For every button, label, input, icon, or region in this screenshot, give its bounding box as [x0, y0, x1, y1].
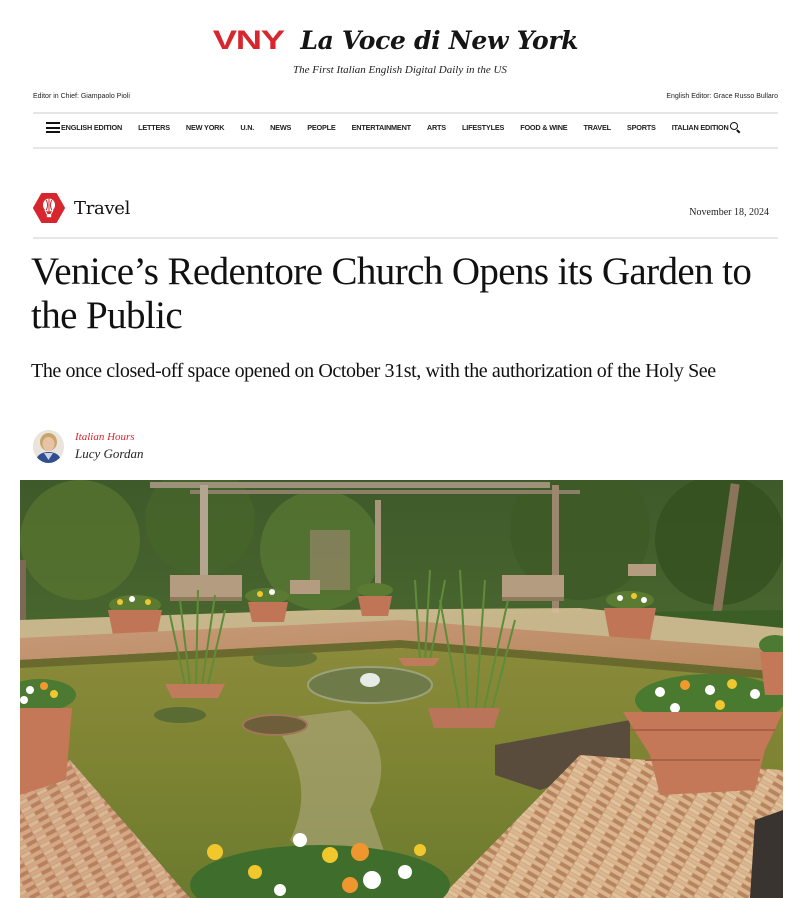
tagline: The First Italian English Digital Daily in the US [293, 64, 507, 76]
search-icon[interactable] [730, 122, 741, 133]
logo-name: La Voce di New York [300, 25, 579, 55]
nav-item-arts[interactable]: ARTS [426, 123, 446, 132]
nav-item-letters[interactable]: LETTERS [138, 123, 170, 132]
main-nav [46, 122, 786, 133]
article-hero-image [20, 480, 783, 898]
divider [33, 147, 778, 149]
nav-item-entertainment[interactable]: ENTERTAINMENT [351, 123, 411, 132]
nav-item-travel[interactable]: TRAVEL [583, 123, 611, 132]
divider [33, 237, 778, 239]
hot-air-balloon-icon [33, 193, 65, 223]
editors-bar [33, 93, 778, 100]
publish-date: November 18, 2024 [689, 207, 769, 218]
nav-item-people[interactable]: PEOPLE [307, 123, 336, 132]
nav-item-food-wine[interactable]: FOOD & WINE [520, 123, 568, 132]
author-link[interactable]: Lucy Gordan [75, 446, 144, 461]
author-avatar[interactable] [33, 430, 64, 463]
masthead [0, 22, 800, 76]
nav-item-news[interactable]: NEWS [270, 123, 292, 132]
nav-item-new-york[interactable]: NEW YORK [185, 123, 225, 132]
divider [33, 112, 778, 114]
site-logo[interactable] [0, 22, 800, 58]
article-category[interactable] [33, 193, 130, 223]
editor-in-chief: Editor in Chief: Giampaolo Pioli [33, 93, 130, 100]
nav-item-italian-edition[interactable]: ITALIAN EDITION [671, 123, 729, 132]
nav-item-english-edition[interactable]: ENGLISH EDITION [61, 123, 123, 132]
category-label: Travel [74, 197, 131, 219]
byline [33, 430, 144, 463]
nav-item-sports[interactable]: SPORTS [626, 123, 656, 132]
nav-item-lifestyles[interactable]: LIFESTYLES [461, 123, 505, 132]
article-headline: Venice’s Redentore Church Opens its Garden to the Public [31, 250, 752, 337]
column-link[interactable]: Italian Hours [75, 431, 135, 443]
logo-mark: VNY [212, 24, 284, 55]
english-editor: English Editor: Grace Russo Bullaro [666, 93, 778, 100]
nav-item-un[interactable]: U.N. [240, 123, 255, 132]
article-subheadline: The once closed-off space opened on October 31st, with the authorization of the Holy See [31, 360, 716, 382]
hamburger-icon[interactable] [46, 122, 60, 133]
